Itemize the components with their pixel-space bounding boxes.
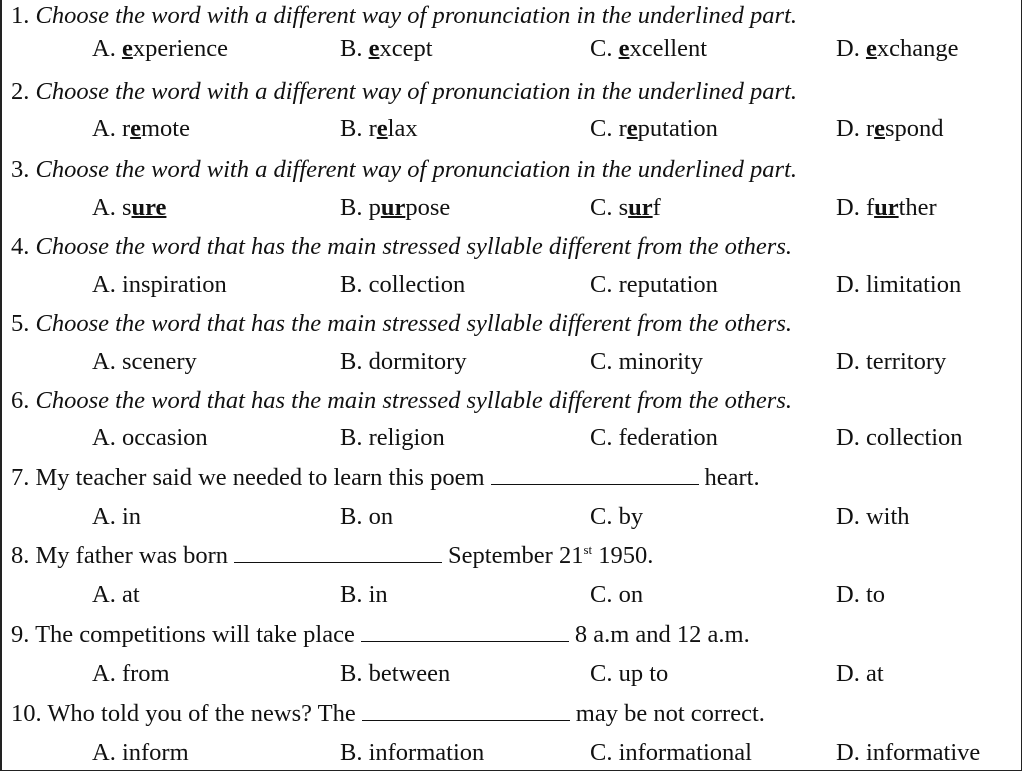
option-word-rest: f [652,194,661,221]
option-word: territory [865,348,947,375]
option-word: at [121,581,140,608]
option-letter: B. [340,35,363,62]
option-word: collection [865,424,963,451]
question-number: 7. [11,464,30,491]
option-letter: B. [340,581,363,608]
answer-option[interactable] [340,419,445,457]
answer-option[interactable] [92,110,190,148]
option-letter: D. [836,581,860,608]
answer-blank[interactable] [362,696,570,721]
answer-option[interactable] [590,734,752,772]
answer-option[interactable] [92,655,170,693]
answer-option[interactable] [836,419,963,457]
answer-option[interactable] [92,576,140,614]
underlined-part: e [368,35,380,62]
answer-blank[interactable] [491,460,699,485]
option-letter: D. [836,424,860,451]
question-stem [11,73,1021,111]
answer-option[interactable] [590,498,643,536]
option-letter: D. [836,503,860,530]
answer-option[interactable] [340,655,450,693]
answer-options [2,498,1021,536]
option-word: scenery [121,348,197,375]
underlined-part: ure [131,194,167,221]
option-word: p [368,194,381,221]
option-letter: D. [836,271,860,298]
underlined-part: e [618,35,630,62]
option-word: occasion [121,424,208,451]
option-word: dormitory [368,348,467,375]
option-word: r [368,115,377,142]
option-letter: C. [590,35,613,62]
sentence-end: 8 a.m and 12 a.m. [574,621,750,648]
option-word: in [368,581,388,608]
option-letter: C. [590,424,613,451]
answer-options [2,30,1021,68]
question-stem [11,695,1021,733]
answer-option[interactable] [92,419,208,457]
option-word: limitation [865,271,962,298]
answer-option[interactable] [92,343,197,381]
option-word: religion [368,424,445,451]
answer-options [2,110,1021,148]
question-instruction: Choose the word that has the main stressed syllable different from the others. [35,387,792,414]
answer-option[interactable] [92,266,227,304]
answer-option[interactable] [836,189,937,227]
answer-option[interactable] [836,110,944,148]
option-word: minority [618,348,703,375]
answer-options [2,266,1021,304]
option-letter: D. [836,194,860,221]
answer-option[interactable] [92,734,189,772]
sentence-start: The competitions will take place [35,621,355,648]
answer-option[interactable] [340,734,484,772]
question-number: 10. [11,700,42,727]
option-letter: A. [92,739,116,766]
question-instruction: Choose the word with a different way of pronunciation in the underlined part. [35,156,797,183]
option-word-rest: spond [885,115,944,142]
answer-option[interactable] [340,576,388,614]
option-letter: B. [340,194,363,221]
answer-option[interactable] [836,576,885,614]
question-number: 1. [11,2,30,29]
option-letter: C. [590,194,613,221]
option-word-rest: lax [387,115,418,142]
option-word: by [618,503,644,530]
question-instruction: Choose the word that has the main stressed syllable different from the others. [35,233,792,260]
option-word: with [865,503,910,530]
answer-option[interactable] [340,189,450,227]
option-word-rest: xperience [132,35,229,62]
option-letter: A. [92,424,116,451]
option-letter: B. [340,503,363,530]
option-word: between [368,660,451,687]
option-letter: C. [590,115,613,142]
option-letter: D. [836,115,860,142]
answer-option[interactable] [590,419,718,457]
sentence-start: My teacher said we needed to learn this poem [35,464,485,491]
question-stem [11,616,1021,654]
ordinal-suffix: st [583,542,593,557]
underlined-part: e [874,115,885,142]
option-letter: C. [590,581,613,608]
option-word: r [865,115,875,142]
option-word: to [865,581,886,608]
underlined-part: e [626,115,638,142]
option-word: up to [618,660,669,687]
question-number: 4. [11,233,30,260]
answer-option[interactable] [836,655,884,693]
answer-option[interactable] [836,30,958,68]
answer-option[interactable] [340,30,433,68]
option-letter: D. [836,660,860,687]
question-number: 8. [11,542,30,569]
option-word-rest: ther [898,194,937,221]
option-letter: A. [92,581,116,608]
option-word-rest: xchange [876,35,959,62]
answer-option[interactable] [590,189,661,227]
answer-option[interactable] [836,343,946,381]
option-word-rest: mote [141,115,190,142]
sentence-end-rest: 1950. [592,542,654,569]
answer-option[interactable] [92,498,141,536]
option-word: s [618,194,629,221]
option-word-rest: xcellent [629,35,708,62]
option-letter: A. [92,348,116,375]
option-letter: A. [92,35,116,62]
answer-options [2,734,1021,772]
answer-option[interactable] [590,655,668,693]
question-stem [11,228,1021,266]
option-word: s [121,194,132,221]
answer-blank[interactable] [234,538,442,563]
option-word-rest: putation [637,115,718,142]
option-word: at [865,660,884,687]
underlined-part: e [130,115,141,142]
answer-options [2,419,1021,457]
option-letter: B. [340,348,363,375]
option-letter: B. [340,424,363,451]
answer-options [2,189,1021,227]
option-letter: A. [92,503,116,530]
underlined-part: e [376,115,388,142]
option-word-rest: pose [405,194,451,221]
option-letter: B. [340,660,363,687]
underlined-part: ur [628,194,653,221]
option-word: inform [121,739,189,766]
option-word: r [618,115,627,142]
answer-options [2,576,1021,614]
option-word: information [368,739,485,766]
option-word: federation [618,424,718,451]
question-number: 2. [11,78,30,105]
sentence-end: September 21 [448,542,584,569]
answer-option[interactable] [590,110,718,148]
answer-options [2,343,1021,381]
question-stem [11,151,1021,189]
answer-option[interactable] [340,343,467,381]
option-word: on [618,581,644,608]
answer-blank[interactable] [361,617,569,642]
option-word: in [121,503,142,530]
option-word: on [368,503,394,530]
question-instruction: Choose the word that has the main stressed syllable different from the others. [35,310,792,337]
option-letter: C. [590,271,613,298]
underlined-part: ur [380,194,406,221]
answer-option[interactable] [590,576,643,614]
option-letter: A. [92,115,116,142]
option-letter: B. [340,271,363,298]
option-letter: A. [92,660,116,687]
answer-option[interactable] [340,498,393,536]
underlined-part: e [865,35,877,62]
option-word: f [865,194,875,221]
question-stem [11,459,1021,497]
option-letter: D. [836,35,860,62]
question-number: 5. [11,310,30,337]
sentence-end: may be not correct. [575,700,765,727]
sentence-end: heart. [704,464,760,491]
option-letter: A. [92,271,116,298]
answer-option[interactable] [92,30,228,68]
question-number: 9. [11,621,30,648]
option-word: informational [618,739,752,766]
option-letter: C. [590,503,613,530]
question-stem [11,537,1021,575]
answer-option[interactable] [590,343,703,381]
answer-option[interactable] [590,30,707,68]
underlined-part: e [121,35,133,62]
answer-options [2,655,1021,693]
option-word: informative [865,739,981,766]
option-word: reputation [618,271,718,298]
option-word: from [121,660,170,687]
answer-option[interactable] [92,189,166,227]
answer-option[interactable] [340,110,418,148]
option-word: collection [368,271,466,298]
option-letter: C. [590,739,613,766]
question-instruction: Choose the word with a different way of pronunciation in the underlined part. [35,2,797,29]
option-letter: C. [590,660,613,687]
option-letter: B. [340,115,363,142]
question-number: 3. [11,156,30,183]
sentence-start: My father was born [35,542,229,569]
option-word: r [121,115,131,142]
option-letter: A. [92,194,116,221]
underlined-part: ur [874,194,899,221]
sentence-start: Who told you of the news? The [47,700,356,727]
option-letter: D. [836,739,860,766]
answer-option[interactable] [836,734,980,772]
answer-option[interactable] [836,266,961,304]
answer-option[interactable] [836,498,910,536]
option-letter: D. [836,348,860,375]
option-word-rest: xcept [379,35,433,62]
answer-option[interactable] [340,266,465,304]
question-number: 6. [11,387,30,414]
question-stem [11,305,1021,343]
question-stem [11,382,1021,420]
option-letter: B. [340,739,363,766]
option-letter: C. [590,348,613,375]
question-instruction: Choose the word with a different way of pronunciation in the underlined part. [35,78,797,105]
answer-option[interactable] [590,266,718,304]
option-word: inspiration [121,271,227,298]
